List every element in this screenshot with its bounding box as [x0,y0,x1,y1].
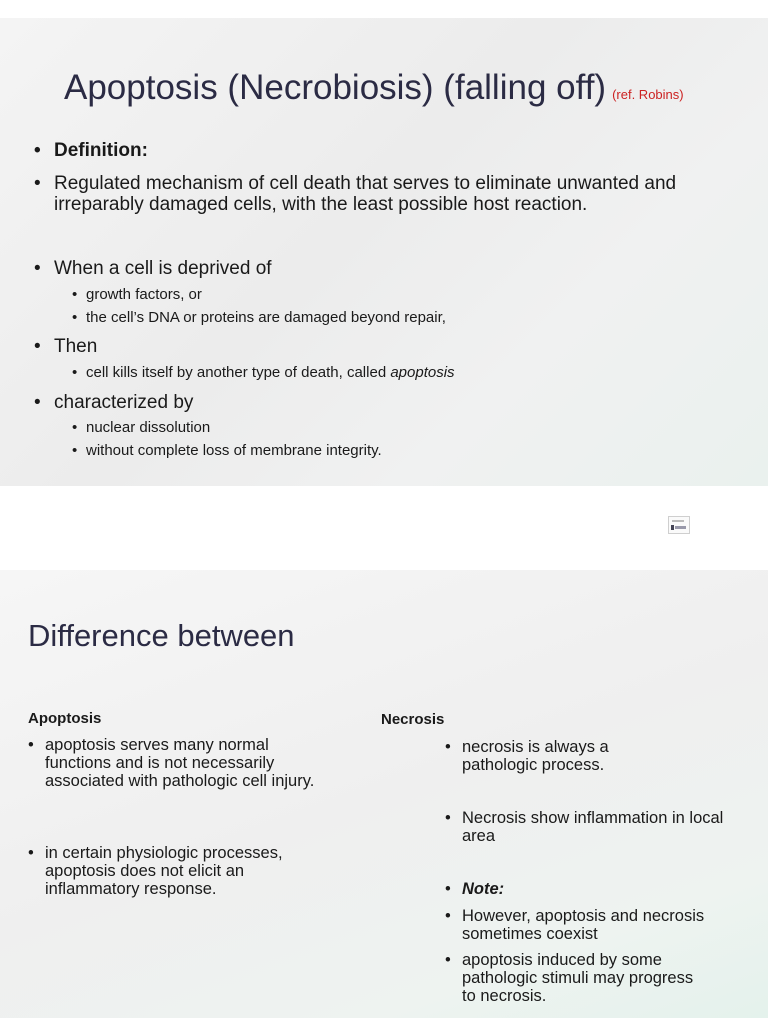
apoptosis-term: apoptosis [390,364,455,381]
apoptosis-point: • in certain physiologic processes, apoptosis does not elicit an inflammatory response. [28,844,283,898]
slide-title: Difference between [28,618,295,653]
apoptosis-point: • apoptosis serves many normal functions and is not necessarily associated with pathologic cell injury. [28,736,315,790]
necrosis-points-2 [445,809,725,845]
definition-list [34,140,148,161]
characterized-item: • without complete loss of membrane integrity. [72,442,382,459]
definition-text-list [34,173,759,215]
apoptosis-heading: Apoptosis [28,710,102,727]
scanner-logo-icon [668,516,690,534]
definition-text: • Regulated mechanism of cell death that serves to eliminate unwanted and irreparably damaged cells, with the least possible host reaction. [34,173,677,215]
necrosis-heading: Necrosis [381,711,445,728]
title-text: Apoptosis (Necrobiosis) (falling off) [64,68,607,107]
note-list [445,880,725,898]
then-label: • Then [34,336,98,357]
reference-note: (ref. Robins) [612,87,684,102]
deprived-item: • the cell’s DNA or proteins are damaged beyond repair, [72,309,446,326]
apoptosis-points-2 [28,844,338,898]
characterized-list [34,392,193,413]
note-point: • However, apoptosis and necrosis sometimes coexist [445,907,705,943]
note-label: • Note: [445,880,505,898]
characterized-label: • characterized by [34,392,194,413]
deprived-label: • When a cell is deprived of [34,258,272,279]
characterized-sublist [72,416,382,462]
slide-title [64,68,684,108]
then-sublist [72,361,455,384]
slide-apoptosis-definition [0,18,768,486]
characterized-item: • nuclear dissolution [72,419,211,436]
note-points [445,907,710,1005]
deprived-list [34,258,272,279]
deprived-sublist [72,283,446,329]
necrosis-points [445,738,645,774]
definition-label: • Definition: [34,140,148,161]
apoptosis-points [28,736,328,790]
deprived-item: • growth factors, or [72,286,202,303]
note-point: • apoptosis induced by some pathologic stimuli may progress to necrosis. [445,951,694,1005]
necrosis-point: • necrosis is always a pathologic process. [445,738,609,774]
then-item: • cell kills itself by another type of death, called apoptosis [72,364,455,381]
slide-difference [0,570,768,1018]
necrosis-point: • Necrosis show inflammation in local area [445,809,724,845]
then-list [34,336,97,357]
